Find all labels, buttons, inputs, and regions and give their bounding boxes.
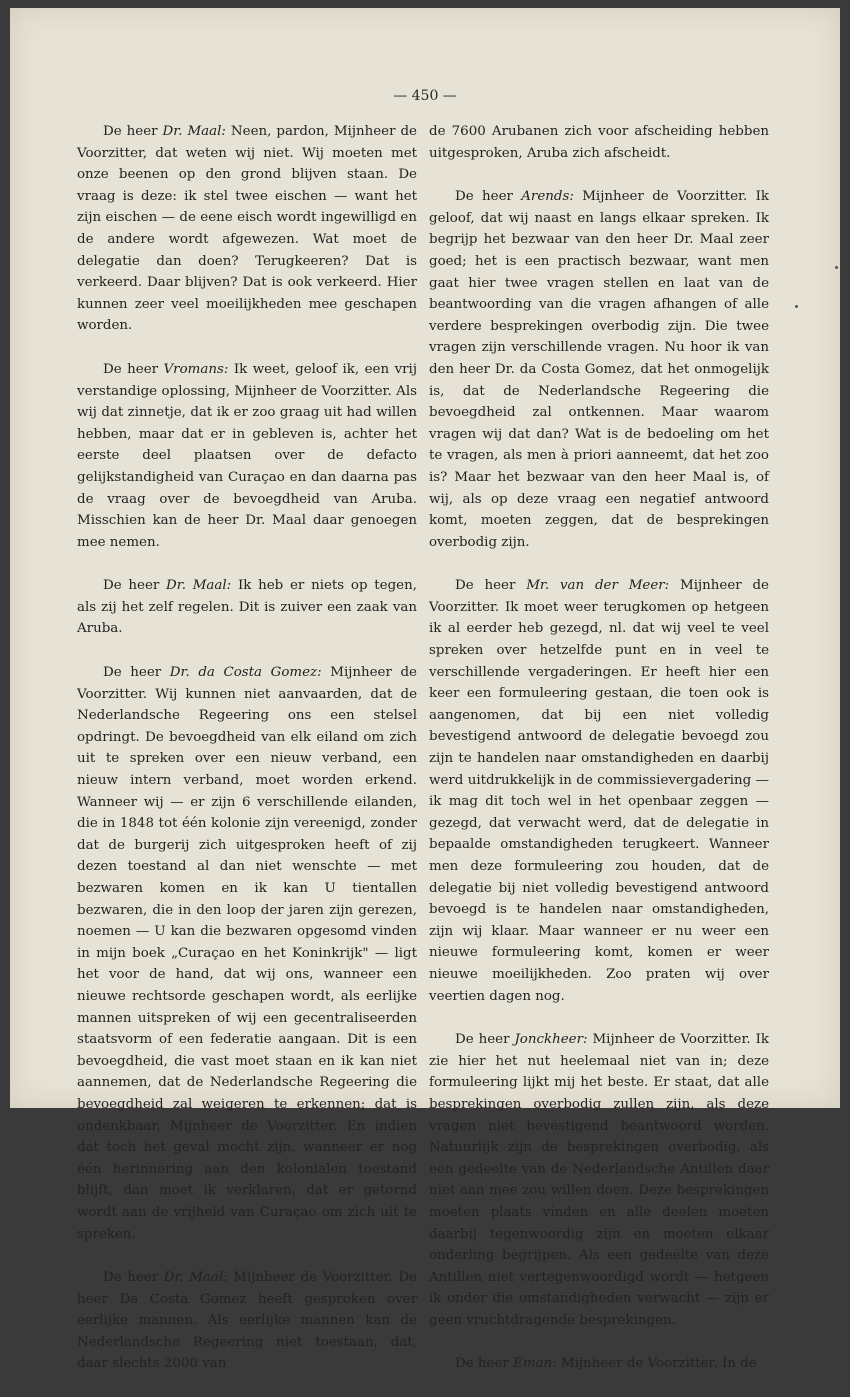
paragraph-text: Mijnheer de Voorzitter. Ik moet weer terugkomen op hetgeen ik al eerder heb gezegd, nl. dat wij veel te veel spreken over hetzelfde punt en in veel te verschillende vergaderingen. Er heeft hier een keer een formuleering gestaan, die toen ook is aangenomen, dat bij een niet volledig bevestigend antwoord de delegatie bevoegd zou zijn te handelen naar omstandigheden en daarbij werd uitdrukkelijk in de commissievergadering — ik mag dit toch wel in het openbaar zeggen — gezegd, dat verwacht werd, dat de delegatie in bepaalde omstandigheden terugkeert. Wanneer men deze formuleering zou houden, dat de delegatie bij niet volledig bevestigend antwoord bevoegd is te handelen naar omstandigheden, zijn wij klaar. Maar wanneer er nu weer een nieuwe formuleering komt, komen er weer nieuwe moeilijkheden. Zoo praten wij over veertien dagen nog.	[429, 578, 769, 1004]
right-column	[429, 121, 769, 1397]
paragraph-text: Neen, pardon, Mijnheer de Voorzitter, dat weten wij niet. Wij moeten met onze beenen op den grond blijven staan. De vraag is deze: ik stel twee eischen — want het zijn eischen — de eene eisch wordt ingewilligd en de andere wordt afgewezen. Wat moet de delegatie dan doen? Terugkeeren? Dat is verkeerd. Daar blijven? Dat is ook verkeerd. Hier kunnen zeer veel moeilijkheden mee geschapen worden.	[77, 124, 417, 334]
paragraph-text: Mijnheer de Voorzitter. Ik geloof, dat wij naast en langs elkaar spreken. Ik begrijp het bezwaar van den heer Dr. Maal zeer goed; het is een practisch bezwaar, want men gaat hier twee vragen stellen en laat van de beantwoording van die vragen afhangen of alle verdere besprekingen overbodig zijn. Die twee vragen zijn verschillende vragen. Nu hoor ik van den heer Dr. da Costa Gomez, dat het onmogelijk is, dat de Nederlandsche Regeering die bevoegdheid zal ontkennen. Maar waarom vragen wij dat dan? Wat is de bedoeling om het te vragen, als men à priori aanneemt, dat het zoo is? Maar het bezwaar van den heer Maal is, of wij, als op deze vraag een negatief antwoord komt, moeten zeggen, dat de besprekingen overbodig zijn.	[429, 189, 769, 550]
speaker-name: Eman:	[513, 1356, 557, 1372]
speaker-prefix: De heer	[455, 189, 522, 205]
speaker-name: Mr. van der Meer:	[526, 578, 670, 594]
paragraph	[429, 575, 769, 1007]
paragraph	[77, 575, 417, 640]
speaker-prefix: De heer	[103, 578, 167, 594]
paragraph	[77, 121, 417, 337]
paragraph-text: Ik heb er niets op tegen, als zij het zelf regelen. Dit is zuiver een zaak van Aruba.	[77, 578, 417, 637]
speaker-name: Vromans:	[163, 361, 229, 377]
speaker-name: Arends:	[521, 189, 574, 205]
paragraph	[77, 662, 417, 1245]
speaker-name: Dr. Maal:	[163, 1270, 228, 1286]
paragraph	[429, 1353, 769, 1375]
paragraph	[429, 121, 769, 164]
paragraph-text: Mijnheer de Voorzitter. Wij kunnen niet aanvaarden, dat de Nederlandsche Regeering ons een stelsel opdringt. De bevoegdheid van elk eiland om zich uit te spreken over een nieuw verband, een nieuw intern verband, moet worden erkend. Wanneer wij — er zijn 6 verschillende eilanden, die in 1848 tot één kolonie zijn vereenigd, zonder dat de burgerij zich uitgesproken heeft of zij dezen toestand al dan niet wenschte — met bezwaren komen en ik kan U tientallen bezwaren, die in den loop der jaren zijn gerezen, noemen — U kan die bezwaren opgesomd vinden in mijn boek „Curaçao en het Koninkrijk" — ligt het voor de hand, dat wij ons, wanneer een nieuwe rechtsorde geschapen wordt, als eerlijke mannen uitspreken of wij een gecentraliseerden staatsvorm of een federatie aangaan. Dit is een bevoegdheid, die vast moet staan en ik kan niet aannemen, dat de Nederlandsche Regeering die bevoegdheid zal weigeren te erkennen; dat is ondenkbaar, Mijnheer de Voorzitter. En indien dat toch het geval mocht zijn, wanneer er nog één herinnering aan den kolonialen toestand blijft, dan moet ik verklaren, dat er getornd wordt aan de vrijheid van Curaçao om zich uit te spreken.	[77, 665, 417, 1242]
paragraph	[429, 1029, 769, 1331]
speaker-name: Dr. Maal:	[166, 578, 232, 594]
paragraph	[77, 1267, 417, 1375]
paragraph-text: Mijnheer de Voorzitter. Ik zie hier het nut heelemaal niet van in; deze formuleering lijkt mij het beste. Er staat, dat alle besprekingen overbodig zullen zijn, als deze vragen niet bevestigend beantwoord worden. Natuurlijk zijn de besprekingen overbodig, als een gedeelte van de Nederlandsche Antillen daar niet aan mee zou willen doen. Deze besprekingen moeten plaats vinden en alle deelen moeten daarbij tegenwoordig zijn en moeten elkaar onderling begrijpen. Als een gedeelte van deze Antillen niet vertegenwoordigd wordt — hetgeen ik onder die omstandigheden verwacht — zijn er geen vruchtdragende besprekingen.	[429, 1032, 769, 1328]
paragraph-text: Ik weet, geloof ik, een vrij verstandige oplossing, Mijnheer de Voorzitter. Als wij dat zinnetje, dat ik er zoo graag uit had willen hebben, maar dat er in gebleven is, achter het eerste deel plaatsen over de defacto gelijkstandigheid van Curaçao en dan daarna pas de vraag over de bevoegdheid van Aruba. Misschien kan de heer Dr. Maal daar genoegen mee nemen.	[77, 361, 417, 550]
paragraph-text: Mijnheer de Voorzitter. De heer Da Costa Gomez heeft gesproken over eerlijke mannen. Als eerlijke mannen kan de Nederlandsche Regeering niet toestaan, dat, daar slechts 2000 van	[77, 1270, 417, 1372]
paragraph-text: de 7600 Arubanen zich voor afscheiding hebben uitgesproken, Aruba zich afscheidt.	[429, 124, 769, 161]
paragraph	[77, 359, 417, 553]
paragraph	[429, 186, 769, 553]
speaker-name: Jonckheer:	[514, 1032, 588, 1048]
speaker-name: Dr. da Costa Gomez:	[169, 665, 322, 681]
scan-speck	[795, 305, 798, 308]
speaker-prefix: De heer	[455, 578, 527, 594]
page-number: — 450 —	[393, 88, 457, 104]
speaker-prefix: De heer	[455, 1032, 515, 1048]
speaker-prefix: De heer	[103, 665, 170, 681]
scan-speck	[835, 266, 838, 269]
speaker-prefix: De heer	[103, 1270, 164, 1286]
speaker-prefix: De heer	[455, 1356, 514, 1372]
speaker-name: Dr. Maal:	[162, 124, 226, 139]
left-column	[77, 121, 417, 1397]
paragraph-text: Mijnheer de Voorzitter. In de	[556, 1356, 757, 1372]
speaker-prefix: De heer	[103, 124, 163, 139]
speaker-prefix: De heer	[103, 361, 164, 377]
document-page	[10, 8, 840, 1372]
